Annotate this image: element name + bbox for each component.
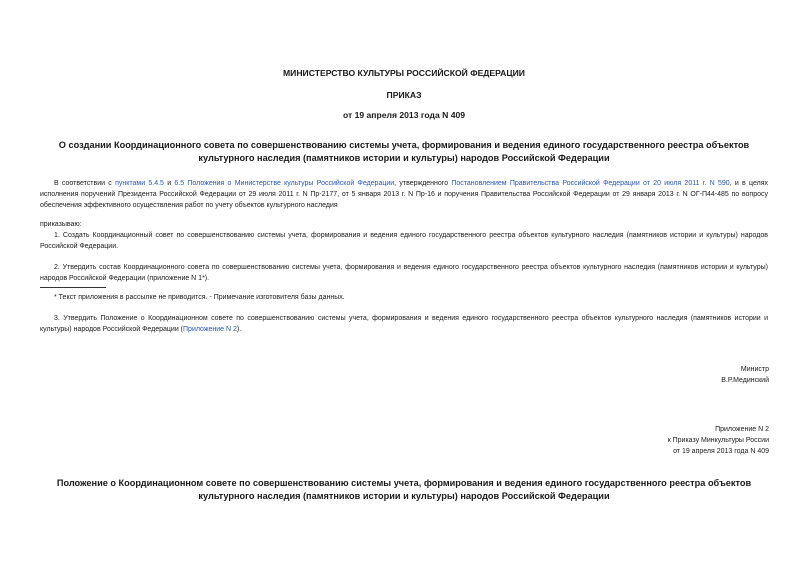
preamble-text-3: , утвержденного — [394, 180, 452, 187]
appendix-label: Приложение N 2 — [715, 426, 769, 433]
link-clause-5-4-5[interactable]: пунктами 5.4.5 — [115, 180, 164, 187]
doc-type-heading: ПРИКАЗ — [386, 90, 422, 100]
footnote-rule — [40, 287, 106, 288]
order-item-1: 1. Создать Координационный совет по совершенствованию системы учета, формирования и ведения единого государственного реестра объектов культурного наследия (памятников истории и культуры) народов Российской Федерации. — [40, 232, 768, 250]
link-appendix-2[interactable]: Приложение N 2 — [183, 326, 237, 333]
link-government-resolution[interactable]: Постановлением Правительства Российской Федерации от 20 июля 2011 г. N 590 — [451, 180, 730, 187]
preamble-text-4: , и в целях исполнения поручений Президента Российской Федерации от 29 июля 2011 г. N Пр-2177, от 5 января 2013 г. N Пр-16 и поручения Правительства Российской Федерации от 29 января 2013 г. N ОГ-П44-485 по вопросу обеспечения эффективного осуществления работ по учету объектов культурного наследия — [40, 180, 769, 209]
signature-position: Министр — [740, 366, 769, 373]
order-date-number: от 19 апреля 2013 года N 409 — [342, 110, 466, 120]
appendix-ref: к Приказу Минкультуры России — [667, 437, 769, 444]
order-item-2: 2. Утвердить состав Координационного совета по совершенствованию системы учета, формирования и ведения единого государственного реестра объектов культурного наследия (памятников истории и культуры) народов Российской Федерации (приложение N 1*). — [40, 264, 768, 282]
ministry-heading: МИНИСТЕРСТВО КУЛЬТУРЫ РОССИЙСКОЙ ФЕДЕРАЦИИ — [283, 68, 525, 78]
preamble-text-2: и — [163, 180, 175, 187]
appendix-date: от 19 апреля 2013 года N 409 — [673, 448, 769, 455]
appendix-title: Положение о Координационном совете по совершенствованию системы учета, формирования и ведения единого государственного реестра объектов культурного наследия (памятников истории и культуры) народов Российской Федерации — [56, 478, 752, 501]
link-ministry-regulation[interactable]: 6.5 Положения о Министерстве культуры Российской Федерации — [174, 180, 395, 187]
order-item-3 — [40, 313, 768, 335]
footnote: * Текст приложения в рассылке не приводится. - Примечание изготовителя базы данных. — [54, 294, 345, 301]
order-title: О создании Координационного совета по совершенствованию системы учета, формирования и ведения единого государственного реестра объектов культурного наследия (памятников истории и культуры) народов Российской Федерации — [58, 140, 750, 163]
orders-word: приказываю: — [40, 221, 82, 228]
item-3-text: 3. Утвердить Положение о Координационном совете по совершенствованию системы учета, формирования и ведения единого государственного реестра объектов культурного наследия (памятников истории и культуры) народов Российской Федерации ( — [40, 315, 768, 333]
preamble-paragraph — [40, 178, 768, 211]
item-3-end: ). — [236, 326, 242, 333]
preamble-text-1: В соответствии с — [54, 180, 116, 187]
signature-name: В.Р.Мединский — [721, 377, 769, 384]
